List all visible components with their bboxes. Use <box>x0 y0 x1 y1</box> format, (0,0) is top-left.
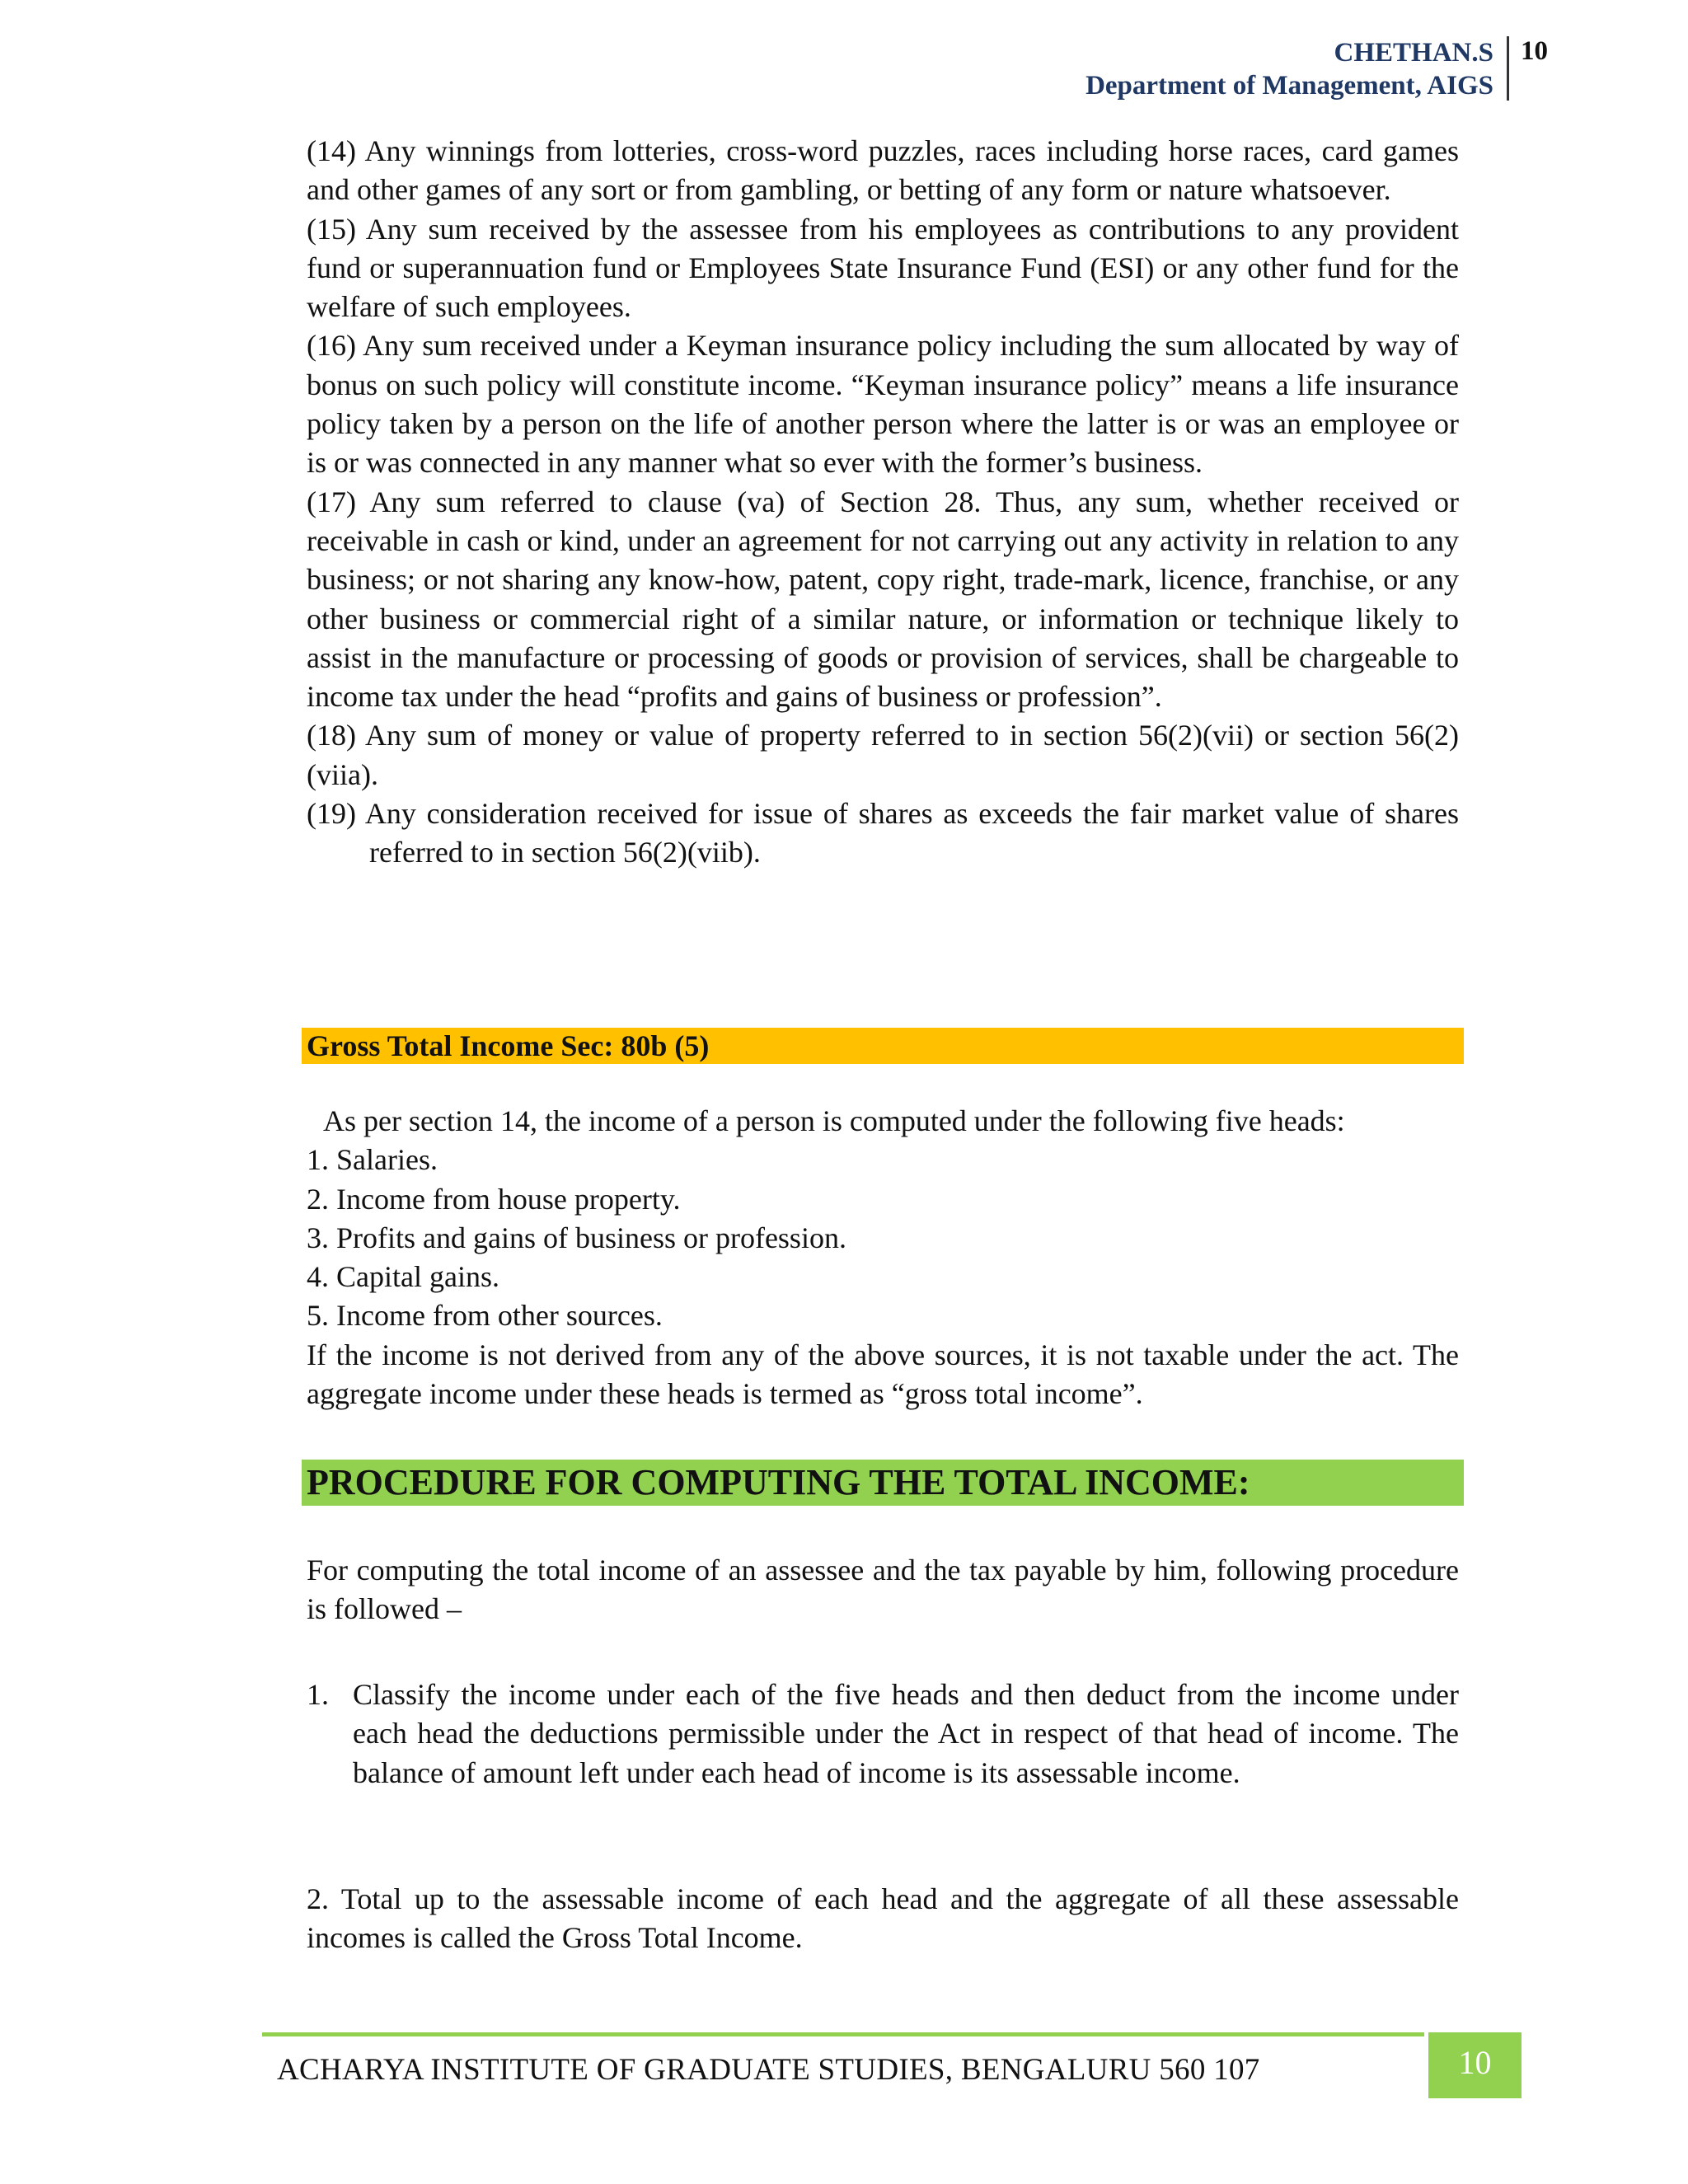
gti-heading: Gross Total Income Sec: 80b (5) <box>302 1028 1464 1064</box>
item-18: (18) Any sum of money or value of property referred to in section 56(2)(vii) or section 56(2)(viia). <box>307 719 1459 791</box>
footer-page-number: 10 <box>1428 2032 1522 2098</box>
item-16: (16) Any sum received under a Keyman insurance policy including the sum allocated by way of bonus on such policy will constitute income. “Keyman insurance policy” means a life insurance policy taken by a person on the life of another person where the latter is or was an employee or is or was connected in any manner what so ever with the former’s business. <box>307 329 1459 480</box>
gti-head-2: 2. Income from house property. <box>307 1182 681 1216</box>
item-17: (17) Any sum referred to clause (va) of Section 28. Thus, any sum, whether received or receivable in cash or kind, under an agreement for not carrying out any activity in relation to any business; or not sharing any know-how, patent, copy right, trade-mark, licence, franchise, or any other business or commercial right of a similar nature, or information or technique likely to assist in the manufacture or processing of goods or provision of services, shall be chargeable to income tax under the head “profits and gains of business or profession”. <box>307 485 1459 714</box>
footer-institute: ACHARYA INSTITUTE OF GRADUATE STUDIES, BENGALURU 560 107 <box>277 2053 1260 2087</box>
procedure-heading: PROCEDURE FOR COMPUTING THE TOTAL INCOME: <box>302 1460 1464 1506</box>
item-15: (15) Any sum received by the assessee from his employees as contributions to any provident fund or superannuation fund or Employees State Insurance Fund (ESI) or any other fund for the welfare of such employees. <box>307 212 1459 324</box>
gti-head-5: 5. Income from other sources. <box>307 1299 663 1333</box>
header-page-number: 10 <box>1521 36 1548 66</box>
gti-head-3: 3. Profits and gains of business or profession. <box>307 1221 846 1254</box>
procedure-step-1 <box>307 1675 1459 1793</box>
author-name: CHETHAN.S <box>1334 38 1493 68</box>
gti-head-4: 4. Capital gains. <box>307 1260 499 1294</box>
procedure-intro-text: For computing the total income of an assessee and the tax payable by him, following procedure is followed – <box>307 1554 1459 1626</box>
step-1-text: Classify the income under each of the five heads and then deduct from the income under each head the deductions permissible under the Act in respect of that head of income. The balance of amount left under each head of income is its assessable income. <box>353 1678 1459 1789</box>
page-header <box>1085 36 1493 102</box>
gti-intro: As per section 14, the income of a person is computed under the following five heads: <box>323 1104 1345 1137</box>
department-name: Department of Management, AIGS <box>1085 71 1493 101</box>
footer-rule <box>262 2032 1424 2036</box>
item-14: (14) Any winnings from lotteries, cross-word puzzles, races including horse races, card games and other games of any sort or from gambling, or betting of any form or nature whatsoever. <box>307 134 1459 207</box>
header-divider <box>1507 36 1509 101</box>
gti-closing: If the income is not derived from any of the above sources, it is not taxable under the act. The aggregate income under these heads is termed as “gross total income”. <box>307 1338 1459 1411</box>
gti-section <box>307 1102 1459 1413</box>
procedure-step-2 <box>307 1880 1459 1958</box>
step-2-text: 2. Total up to the assessable income of each head and the aggregate of all these assessable incomes is called the Gross Total Income. <box>307 1882 1459 1955</box>
income-items <box>307 132 1459 873</box>
item-19: (19) Any consideration received for issue of shares as exceeds the fair market value of shares referred to in section 56(2)(viib). <box>307 797 1459 869</box>
gti-head-1: 1. Salaries. <box>307 1143 438 1177</box>
procedure-intro <box>307 1551 1459 1629</box>
step-1-number: 1. <box>307 1678 329 1711</box>
